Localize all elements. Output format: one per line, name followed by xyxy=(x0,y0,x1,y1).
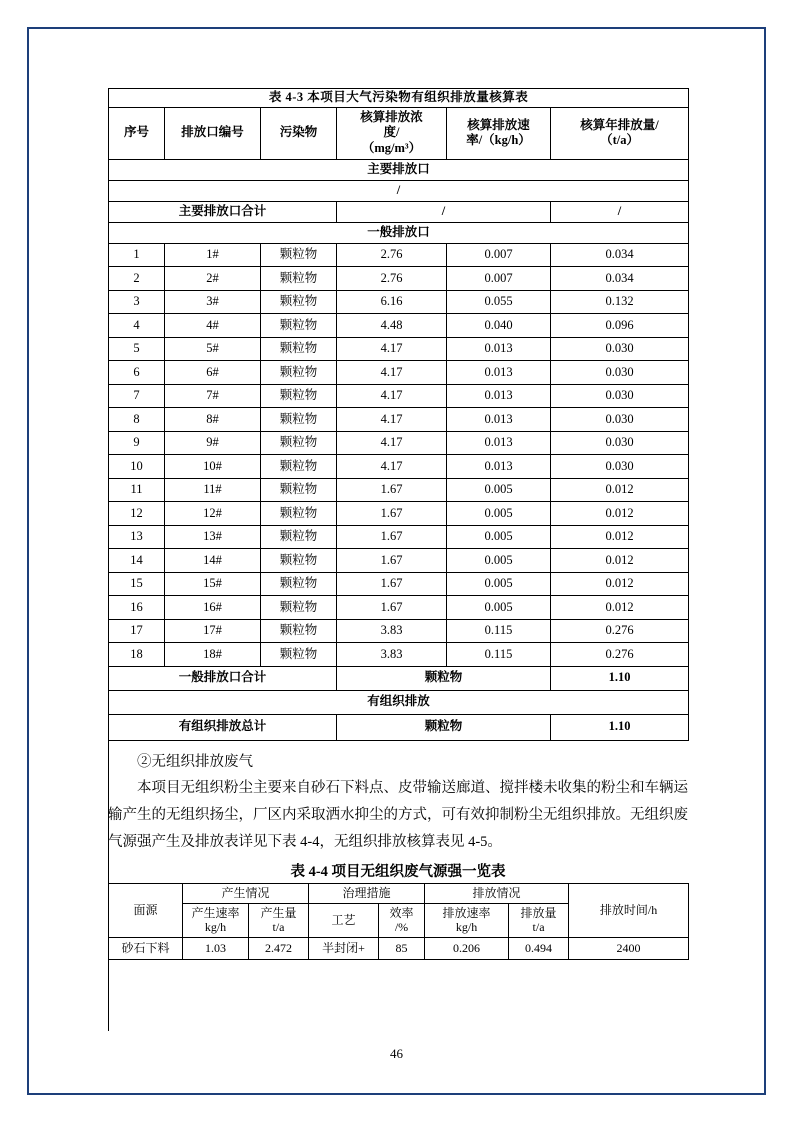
cell-no: 16 xyxy=(109,596,165,620)
th-group-treatment: 治理措施 xyxy=(309,883,425,903)
general-total-label: 一般排放口合计 xyxy=(109,666,337,690)
th-annual-line1: 核算年排放量/ xyxy=(580,117,659,132)
cell-outlet: 17# xyxy=(165,619,261,643)
table-row xyxy=(109,267,689,291)
th-source: 面源 xyxy=(109,883,183,937)
table-row xyxy=(109,478,689,502)
cell-annual: 0.030 xyxy=(551,337,689,361)
cell-conc: 2.76 xyxy=(337,267,447,291)
table-row xyxy=(109,937,689,959)
main-outlet-slash: / xyxy=(109,180,689,201)
cell-conc: 1.67 xyxy=(337,549,447,573)
cell-annual: 0.132 xyxy=(551,290,689,314)
cell-conc: 1.67 xyxy=(337,596,447,620)
cell-annual: 0.034 xyxy=(551,267,689,291)
cell-pollutant: 颗粒物 xyxy=(261,314,337,338)
cell-rate: 0.005 xyxy=(447,525,551,549)
cell-no: 14 xyxy=(109,549,165,573)
table-row xyxy=(109,243,689,267)
section-heading: ②无组织排放废气 xyxy=(137,753,253,770)
th-emit-rate-line1: 排放速率 xyxy=(442,905,491,920)
cell-annual: 0.012 xyxy=(551,549,689,573)
band-organized-emission: 有组织排放 xyxy=(109,690,689,714)
cell-rate: 0.007 xyxy=(447,243,551,267)
cell-no: 3 xyxy=(109,290,165,314)
main-total-label: 主要排放口合计 xyxy=(109,201,337,222)
cell-emit-rate: 0.206 xyxy=(425,937,509,959)
cell-no: 10 xyxy=(109,455,165,479)
th-gen-amount xyxy=(249,903,309,937)
table-row xyxy=(109,361,689,385)
page-content xyxy=(108,88,688,960)
cell-pollutant: 颗粒物 xyxy=(261,502,337,526)
cell-annual: 0.012 xyxy=(551,596,689,620)
cell-conc: 4.48 xyxy=(337,314,447,338)
cell-rate: 0.005 xyxy=(447,572,551,596)
cell-rate: 0.013 xyxy=(447,361,551,385)
th-concentration-line2: 度/ xyxy=(383,125,400,140)
cell-outlet: 9# xyxy=(165,431,261,455)
cell-outlet: 3# xyxy=(165,290,261,314)
cell-pollutant: 颗粒物 xyxy=(261,361,337,385)
body-text xyxy=(108,749,688,856)
cell-conc: 6.16 xyxy=(337,290,447,314)
cell-outlet: 10# xyxy=(165,455,261,479)
table-row xyxy=(109,572,689,596)
cell-no: 7 xyxy=(109,384,165,408)
cell-conc: 2.76 xyxy=(337,243,447,267)
th-emit-amount-line2: t/a xyxy=(532,920,545,935)
cell-pollutant: 颗粒物 xyxy=(261,431,337,455)
th-efficiency xyxy=(379,903,425,937)
th-group-emission: 排放情况 xyxy=(425,883,569,903)
cell-pollutant: 颗粒物 xyxy=(261,243,337,267)
cell-outlet: 12# xyxy=(165,502,261,526)
cell-rate: 0.005 xyxy=(447,549,551,573)
cell-annual: 0.030 xyxy=(551,384,689,408)
cell-rate: 0.005 xyxy=(447,502,551,526)
cell-no: 1 xyxy=(109,243,165,267)
cell-efficiency: 85 xyxy=(379,937,425,959)
th-gen-rate-line2: kg/h xyxy=(204,920,227,935)
table-4-3 xyxy=(108,88,689,741)
th-rate xyxy=(447,107,551,159)
organized-total-label: 有组织排放总计 xyxy=(109,714,337,740)
cell-annual: 0.030 xyxy=(551,455,689,479)
band-main-outlet: 主要排放口 xyxy=(109,159,689,180)
cell-no: 18 xyxy=(109,643,165,667)
cell-no: 4 xyxy=(109,314,165,338)
th-gen-rate xyxy=(183,903,249,937)
cell-emit-time: 2400 xyxy=(569,937,689,959)
cell-process: 半封闭+ xyxy=(309,937,379,959)
table-row xyxy=(109,408,689,432)
cell-pollutant: 颗粒物 xyxy=(261,337,337,361)
cell-conc: 4.17 xyxy=(337,455,447,479)
table-4-3-title: 表 4-3 本项目大气污染物有组织排放量核算表 xyxy=(109,89,689,108)
body-paragraph: 本项目无组织粉尘主要来自砂石下料点、皮带输送廊道、搅拌楼未收集的粉尘和车辆运输产生的无组织扬尘，厂区内采取洒水抑尘的方式，可有效抑制粉尘无组织排放。无组织废气源强产生及排放表详见下表 4-4，无组织排放核算表见 4-5。 xyxy=(108,780,688,851)
cell-no: 12 xyxy=(109,502,165,526)
table-row xyxy=(109,549,689,573)
cell-annual: 0.012 xyxy=(551,572,689,596)
cell-rate: 0.013 xyxy=(447,431,551,455)
table-row xyxy=(109,643,689,667)
cell-pollutant: 颗粒物 xyxy=(261,290,337,314)
cell-no: 15 xyxy=(109,572,165,596)
cell-rate: 0.013 xyxy=(447,384,551,408)
cell-rate: 0.055 xyxy=(447,290,551,314)
cell-outlet: 13# xyxy=(165,525,261,549)
cell-no: 8 xyxy=(109,408,165,432)
cell-annual: 0.012 xyxy=(551,478,689,502)
table-4-4 xyxy=(108,883,689,960)
cell-no: 13 xyxy=(109,525,165,549)
cell-rate: 0.115 xyxy=(447,643,551,667)
cell-source: 砂石下料 xyxy=(109,937,183,959)
band-general-outlet: 一般排放口 xyxy=(109,222,689,243)
cell-outlet: 14# xyxy=(165,549,261,573)
cell-gen-rate: 1.03 xyxy=(183,937,249,959)
cell-conc: 4.17 xyxy=(337,431,447,455)
cell-outlet: 2# xyxy=(165,267,261,291)
th-rate-line1: 核算排放速 xyxy=(467,117,530,132)
general-total-value: 1.10 xyxy=(551,666,689,690)
table-row xyxy=(109,619,689,643)
cell-conc: 4.17 xyxy=(337,384,447,408)
cell-annual: 0.276 xyxy=(551,619,689,643)
cell-rate: 0.013 xyxy=(447,455,551,479)
th-pollutant: 污染物 xyxy=(261,107,337,159)
cell-outlet: 6# xyxy=(165,361,261,385)
main-total-pollutant: / xyxy=(337,201,551,222)
cell-annual: 0.030 xyxy=(551,361,689,385)
cell-no: 2 xyxy=(109,267,165,291)
th-emit-amount xyxy=(509,903,569,937)
cell-conc: 1.67 xyxy=(337,502,447,526)
th-annual xyxy=(551,107,689,159)
cell-conc: 3.83 xyxy=(337,643,447,667)
th-gen-amount-line1: 产生量 xyxy=(260,905,297,920)
table-row xyxy=(109,455,689,479)
th-gen-rate-line1: 产生速率 xyxy=(191,905,240,920)
cell-annual: 0.012 xyxy=(551,525,689,549)
cell-conc: 4.17 xyxy=(337,337,447,361)
cell-pollutant: 颗粒物 xyxy=(261,549,337,573)
table-row xyxy=(109,502,689,526)
cell-rate: 0.005 xyxy=(447,478,551,502)
cell-rate: 0.040 xyxy=(447,314,551,338)
cell-outlet: 4# xyxy=(165,314,261,338)
th-emit-amount-line1: 排放量 xyxy=(520,905,557,920)
cell-outlet: 18# xyxy=(165,643,261,667)
page-number: 46 xyxy=(390,1046,403,1061)
organized-total-value: 1.10 xyxy=(551,714,689,740)
cell-outlet: 15# xyxy=(165,572,261,596)
cell-rate: 0.007 xyxy=(447,267,551,291)
cell-annual: 0.030 xyxy=(551,408,689,432)
th-process: 工艺 xyxy=(309,903,379,937)
cell-outlet: 5# xyxy=(165,337,261,361)
table-row xyxy=(109,596,689,620)
cell-pollutant: 颗粒物 xyxy=(261,384,337,408)
cell-outlet: 11# xyxy=(165,478,261,502)
table-row xyxy=(109,431,689,455)
cell-annual: 0.034 xyxy=(551,243,689,267)
th-concentration-line1: 核算排放浓 xyxy=(360,109,423,124)
cell-no: 9 xyxy=(109,431,165,455)
th-outlet: 排放口编号 xyxy=(165,107,261,159)
table-row xyxy=(109,290,689,314)
cell-emit-amount: 0.494 xyxy=(509,937,569,959)
cell-pollutant: 颗粒物 xyxy=(261,408,337,432)
th-efficiency-line1: 效率 xyxy=(389,905,414,920)
cell-pollutant: 颗粒物 xyxy=(261,619,337,643)
organized-total-pollutant: 颗粒物 xyxy=(337,714,551,740)
th-gen-amount-line2: t/a xyxy=(272,920,285,935)
cell-conc: 3.83 xyxy=(337,619,447,643)
th-emit-time: 排放时间/h xyxy=(569,883,689,937)
table-row xyxy=(109,337,689,361)
cell-rate: 0.115 xyxy=(447,619,551,643)
th-efficiency-line2: /% xyxy=(394,920,409,935)
cell-conc: 4.17 xyxy=(337,408,447,432)
general-total-pollutant: 颗粒物 xyxy=(337,666,551,690)
cell-pollutant: 颗粒物 xyxy=(261,525,337,549)
th-no: 序号 xyxy=(109,107,165,159)
cell-no: 11 xyxy=(109,478,165,502)
cell-conc: 1.67 xyxy=(337,478,447,502)
main-total-value: / xyxy=(551,201,689,222)
cell-annual: 0.096 xyxy=(551,314,689,338)
cell-pollutant: 颗粒物 xyxy=(261,643,337,667)
th-emit-rate-line2: kg/h xyxy=(455,920,478,935)
th-rate-line2: 率/（kg/h） xyxy=(466,133,531,148)
cell-pollutant: 颗粒物 xyxy=(261,455,337,479)
cell-pollutant: 颗粒物 xyxy=(261,478,337,502)
cell-conc: 4.17 xyxy=(337,361,447,385)
cell-gen-amount: 2.472 xyxy=(249,937,309,959)
cell-annual: 0.012 xyxy=(551,502,689,526)
cell-rate: 0.005 xyxy=(447,596,551,620)
table-4-4-title: 表 4-4 项目无组织废气源强一览表 xyxy=(290,863,506,880)
cell-conc: 1.67 xyxy=(337,572,447,596)
th-annual-line2: （t/a） xyxy=(600,133,639,148)
cell-pollutant: 颗粒物 xyxy=(261,267,337,291)
cell-outlet: 16# xyxy=(165,596,261,620)
th-concentration-line3: （mg/m³） xyxy=(361,140,422,155)
cell-pollutant: 颗粒物 xyxy=(261,572,337,596)
cell-conc: 1.67 xyxy=(337,525,447,549)
cell-no: 6 xyxy=(109,361,165,385)
th-group-generation: 产生情况 xyxy=(183,883,309,903)
cell-annual: 0.276 xyxy=(551,643,689,667)
cell-pollutant: 颗粒物 xyxy=(261,596,337,620)
table-row xyxy=(109,525,689,549)
th-concentration xyxy=(337,107,447,159)
table-row xyxy=(109,384,689,408)
cell-rate: 0.013 xyxy=(447,337,551,361)
cell-no: 17 xyxy=(109,619,165,643)
table-row xyxy=(109,314,689,338)
cell-no: 5 xyxy=(109,337,165,361)
cell-annual: 0.030 xyxy=(551,431,689,455)
cell-outlet: 8# xyxy=(165,408,261,432)
th-emit-rate xyxy=(425,903,509,937)
cell-rate: 0.013 xyxy=(447,408,551,432)
cell-outlet: 7# xyxy=(165,384,261,408)
cell-outlet: 1# xyxy=(165,243,261,267)
